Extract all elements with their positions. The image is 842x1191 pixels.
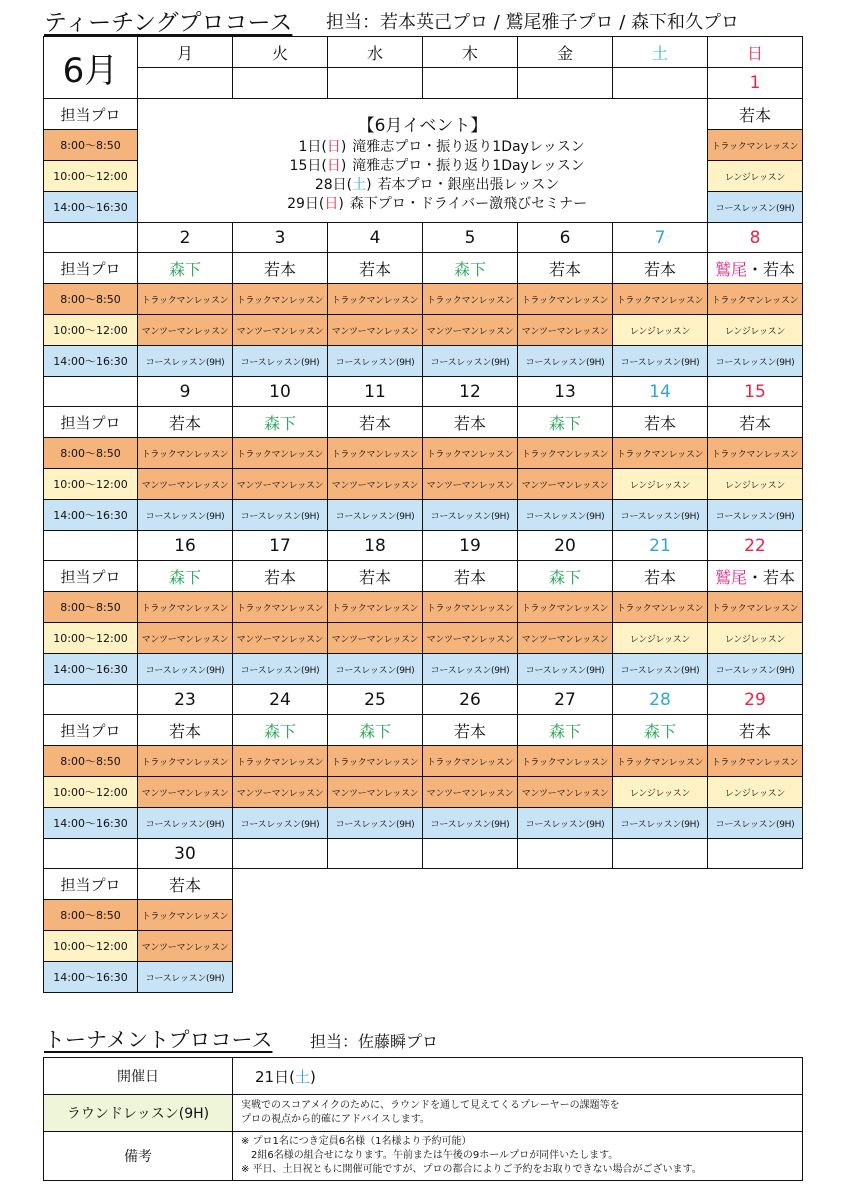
lesson-cell: トラックマンレッスン <box>423 284 518 315</box>
day-cell <box>423 68 518 99</box>
lesson-cell: レンジレッスン <box>613 469 708 500</box>
pro-cell: 若本 <box>708 407 803 438</box>
lesson-cell: トラックマンレッスン <box>233 438 328 469</box>
slot1-label: 8:00～8:50 <box>44 284 138 315</box>
lesson-cell: トラックマンレッスン <box>328 746 423 777</box>
day-number-row <box>44 68 803 99</box>
pro-cell: 森下 <box>518 561 613 592</box>
weekday-thu: 木 <box>423 37 518 68</box>
pro-cell: 森下 <box>233 407 328 438</box>
slot2-label: 10:00～12:00 <box>44 161 138 192</box>
lesson-cell: マンツーマンレッスン <box>423 777 518 808</box>
lesson-cell: コースレッスン(9H) <box>138 808 233 839</box>
slot3-label: 14:00～16:30 <box>44 808 138 839</box>
pro-cell: 若本 <box>613 407 708 438</box>
day-number-row <box>44 839 803 869</box>
lesson-cell: コースレッスン(9H) <box>708 808 803 839</box>
day-number: 28 <box>613 685 708 715</box>
day-number: 22 <box>708 531 803 561</box>
lesson-cell: トラックマンレッスン <box>138 284 233 315</box>
day-number: 9 <box>138 377 233 407</box>
slot1-row <box>44 746 803 777</box>
weekday-mon: 月 <box>138 37 233 68</box>
tournament-table <box>43 1057 803 1181</box>
day-number-row <box>44 377 803 407</box>
slot1-label: 8:00～8:50 <box>44 746 138 777</box>
weekday-header-row <box>44 37 803 68</box>
weekday-sun: 日 <box>708 37 803 68</box>
lesson-description: 実戦でのスコアメイクのために、ラウンドを通して見えてくるプレーヤーの課題等を プロの視点から的確にアドバイスします。 <box>233 1095 803 1132</box>
lesson-cell: マンツーマンレッスン <box>423 623 518 654</box>
day-number: 26 <box>423 685 518 715</box>
lesson-cell: マンツーマンレッスン <box>518 777 613 808</box>
pro-cell: 鷲尾・若本 <box>708 561 803 592</box>
slot1-label: 8:00～8:50 <box>44 130 138 161</box>
pro-cell: 若本 <box>708 99 803 130</box>
weekday-wed: 水 <box>328 37 423 68</box>
lesson-cell: コースレッスン(9H) <box>518 808 613 839</box>
lesson-cell: トラックマンレッスン <box>423 746 518 777</box>
lesson-cell: トラックマンレッスン <box>138 438 233 469</box>
lesson-cell: コースレッスン(9H) <box>613 808 708 839</box>
day-number: 1 <box>708 68 803 99</box>
day-number: 23 <box>138 685 233 715</box>
day-number: 16 <box>138 531 233 561</box>
lesson-cell: トラックマンレッスン <box>708 438 803 469</box>
lesson-cell: マンツーマンレッスン <box>138 931 233 962</box>
lesson-cell: レンジレッスン <box>613 315 708 346</box>
lesson-cell: トラックマンレッスン <box>233 592 328 623</box>
row-spacer <box>44 223 138 253</box>
slot2-label: 10:00～12:00 <box>44 931 138 962</box>
day-number: 8 <box>708 223 803 253</box>
lesson-cell: トラックマンレッスン <box>233 284 328 315</box>
slot2-label: 10:00～12:00 <box>44 777 138 808</box>
day-cell <box>423 839 518 869</box>
lesson-cell: レンジレッスン <box>708 777 803 808</box>
day-number: 15 <box>708 377 803 407</box>
lesson-cell: コースレッスン(9H) <box>233 500 328 531</box>
lesson-cell: コースレッスン(9H) <box>708 192 803 223</box>
pro-cell: 若本 <box>423 715 518 746</box>
lesson-cell: レンジレッスン <box>708 161 803 192</box>
day-cell <box>518 839 613 869</box>
lesson-cell: トラックマンレッスン <box>138 746 233 777</box>
lesson-cell: コースレッスン(9H) <box>233 346 328 377</box>
day-number-row <box>44 685 803 715</box>
day-number: 2 <box>138 223 233 253</box>
date-label: 開催日 <box>44 1058 233 1095</box>
lesson-cell: コースレッスン(9H) <box>138 346 233 377</box>
lesson-cell: トラックマンレッスン <box>708 746 803 777</box>
empty-area <box>233 869 803 993</box>
slot1-label: 8:00～8:50 <box>44 592 138 623</box>
lesson-cell: コースレッスン(9H) <box>138 500 233 531</box>
pro-row <box>44 561 803 592</box>
lesson-calendar <box>43 36 803 993</box>
page-title: ティーチングプロコース <box>44 10 293 36</box>
lesson-cell: トラックマンレッスン <box>518 284 613 315</box>
lesson-cell: コースレッスン(9H) <box>423 346 518 377</box>
day-number: 30 <box>138 839 233 869</box>
lesson-cell: マンツーマンレッスン <box>138 315 233 346</box>
tournament-date-row <box>44 1058 803 1095</box>
pro-cell: 若本 <box>233 253 328 284</box>
notes-text: ※ プロ1名につき定員6名様（1名様より予約可能） 2組6名様の組合せになります。午前または午後の9ホールプロが同伴いたします。 ※ 平日、土日祝ともに開催可能ですが、プロの都合によりご予約をお取りできない場合がございます。 <box>233 1132 803 1181</box>
lesson-cell: マンツーマンレッスン <box>518 315 613 346</box>
lesson-cell: トラックマンレッスン <box>423 438 518 469</box>
pro-cell: 若本 <box>518 253 613 284</box>
slot2-row <box>44 469 803 500</box>
day-cell <box>613 839 708 869</box>
events-title: 【6月イベント】 <box>357 116 488 136</box>
lesson-cell: コースレッスン(9H) <box>233 808 328 839</box>
weekday-fri: 金 <box>518 37 613 68</box>
pro-cell: 若本 <box>138 407 233 438</box>
lesson-cell: コースレッスン(9H) <box>708 654 803 685</box>
day-number: 10 <box>233 377 328 407</box>
lesson-cell: トラックマンレッスン <box>328 284 423 315</box>
lesson-cell: トラックマンレッスン <box>138 900 233 931</box>
pro-label: 担当プロ <box>44 869 138 900</box>
tournament-title: トーナメントプロコース <box>44 1028 273 1052</box>
lesson-cell: トラックマンレッスン <box>708 592 803 623</box>
pro-label: 担当プロ <box>44 99 138 130</box>
lesson-cell: コースレッスン(9H) <box>328 346 423 377</box>
lesson-cell: トラックマンレッスン <box>613 746 708 777</box>
pro-cell: 若本 <box>423 561 518 592</box>
pro-label: 担当プロ <box>44 561 138 592</box>
lesson-cell: マンツーマンレッスン <box>518 469 613 500</box>
lesson-cell: マンツーマンレッスン <box>328 315 423 346</box>
day-number: 25 <box>328 685 423 715</box>
day-number: 24 <box>233 685 328 715</box>
lesson-cell: トラックマンレッスン <box>233 746 328 777</box>
slot3-label: 14:00～16:30 <box>44 346 138 377</box>
lesson-cell: マンツーマンレッスン <box>233 777 328 808</box>
pro-cell: 若本 <box>708 715 803 746</box>
slot3-label: 14:00～16:30 <box>44 192 138 223</box>
lesson-cell: コースレッスン(9H) <box>328 808 423 839</box>
slot2-label: 10:00～12:00 <box>44 469 138 500</box>
lesson-cell: マンツーマンレッスン <box>138 469 233 500</box>
lesson-cell: レンジレッスン <box>613 623 708 654</box>
lesson-label: ラウンドレッスン(9H) <box>44 1095 233 1132</box>
pro-cell: 若本 <box>138 715 233 746</box>
row-spacer <box>44 839 138 869</box>
lesson-cell: マンツーマンレッスン <box>138 777 233 808</box>
pro-cell: 若本 <box>613 561 708 592</box>
slot3-label: 14:00～16:30 <box>44 654 138 685</box>
notes-label: 備考 <box>44 1132 233 1181</box>
lesson-cell: コースレッスン(9H) <box>423 808 518 839</box>
lesson-cell: マンツーマンレッスン <box>233 623 328 654</box>
lesson-cell: マンツーマンレッスン <box>518 623 613 654</box>
pro-cell: 森下 <box>328 715 423 746</box>
lesson-cell: コースレッスン(9H) <box>423 500 518 531</box>
day-number: 11 <box>328 377 423 407</box>
pro-label: 担当プロ <box>44 253 138 284</box>
lesson-cell: コースレッスン(9H) <box>708 500 803 531</box>
slot3-row <box>44 654 803 685</box>
slot1-row <box>44 592 803 623</box>
page-header <box>44 4 804 36</box>
lesson-cell: マンツーマンレッスン <box>423 315 518 346</box>
day-cell <box>233 68 328 99</box>
day-cell <box>518 68 613 99</box>
pro-cell: 若本 <box>233 561 328 592</box>
row-spacer <box>44 377 138 407</box>
day-number: 6 <box>518 223 613 253</box>
events-box <box>138 99 708 223</box>
lesson-cell: トラックマンレッスン <box>613 284 708 315</box>
day-number: 27 <box>518 685 613 715</box>
slot2-row <box>44 315 803 346</box>
event-item: 1日(日) 滝雅志プロ・振り返り1Dayレッスン <box>298 139 585 155</box>
slot3-label: 14:00～16:30 <box>44 500 138 531</box>
weekday-sat: 土 <box>613 37 708 68</box>
tournament-notes-row <box>44 1132 803 1181</box>
day-number: 12 <box>423 377 518 407</box>
event-item: 29日(日) 森下プロ・ドライバー激飛びセミナー <box>287 196 588 212</box>
slot3-row <box>44 500 803 531</box>
pro-row <box>44 715 803 746</box>
lesson-cell: マンツーマンレッスン <box>233 469 328 500</box>
weekday-tue: 火 <box>233 37 328 68</box>
pro-label: 担当プロ <box>44 407 138 438</box>
day-cell <box>613 68 708 99</box>
day-number: 4 <box>328 223 423 253</box>
pro-cell: 森下 <box>613 715 708 746</box>
lesson-cell: トラックマンレッスン <box>708 130 803 161</box>
date-value: 21日(土) <box>233 1058 803 1095</box>
tournament-header <box>44 1024 804 1054</box>
slot3-label: 14:00～16:30 <box>44 962 138 993</box>
month-label: 6月 <box>44 37 138 99</box>
day-number: 19 <box>423 531 518 561</box>
day-cell <box>138 68 233 99</box>
lesson-cell: トラックマンレッスン <box>708 284 803 315</box>
slot2-label: 10:00～12:00 <box>44 623 138 654</box>
lesson-cell: コースレッスン(9H) <box>518 500 613 531</box>
day-cell <box>233 839 328 869</box>
pro-row <box>44 407 803 438</box>
lesson-cell: レンジレッスン <box>613 777 708 808</box>
day-number: 17 <box>233 531 328 561</box>
lesson-cell: トラックマンレッスン <box>138 592 233 623</box>
pro-cell: 若本 <box>423 407 518 438</box>
lesson-cell: レンジレッスン <box>708 315 803 346</box>
lesson-cell: トラックマンレッスン <box>423 592 518 623</box>
lesson-cell: レンジレッスン <box>708 623 803 654</box>
lesson-cell: コースレッスン(9H) <box>138 962 233 993</box>
pro-cell: 若本 <box>138 869 233 900</box>
row-spacer <box>44 531 138 561</box>
instructors-text: 担当：若本英己プロ / 鷲尾雅子プロ / 森下和久プロ <box>326 12 740 33</box>
pro-cell: 鷲尾・若本 <box>708 253 803 284</box>
lesson-cell: コースレッスン(9H) <box>328 654 423 685</box>
lesson-cell: マンツーマンレッスン <box>328 777 423 808</box>
slot1-row <box>44 438 803 469</box>
lesson-cell: トラックマンレッスン <box>613 438 708 469</box>
lesson-cell: マンツーマンレッスン <box>328 469 423 500</box>
slot2-row <box>44 623 803 654</box>
day-number: 29 <box>708 685 803 715</box>
slot3-row <box>44 346 803 377</box>
tournament-staff: 担当：佐藤瞬プロ <box>310 1032 439 1051</box>
pro-cell: 若本 <box>613 253 708 284</box>
slot1-label: 8:00～8:50 <box>44 900 138 931</box>
day-number: 20 <box>518 531 613 561</box>
lesson-cell: トラックマンレッスン <box>518 438 613 469</box>
tournament-lesson-row <box>44 1095 803 1132</box>
lesson-cell: トラックマンレッスン <box>328 592 423 623</box>
day-cell <box>708 839 803 869</box>
pro-cell: 森下 <box>138 561 233 592</box>
day-number: 7 <box>613 223 708 253</box>
pro-cell: 森下 <box>423 253 518 284</box>
day-cell <box>328 839 423 869</box>
slot3-row <box>44 808 803 839</box>
day-number: 14 <box>613 377 708 407</box>
lesson-cell: マンツーマンレッスン <box>328 623 423 654</box>
lesson-cell: コースレッスン(9H) <box>613 346 708 377</box>
day-cell <box>328 68 423 99</box>
day-number: 5 <box>423 223 518 253</box>
pro-cell: 若本 <box>328 407 423 438</box>
lesson-cell: トラックマンレッスン <box>613 592 708 623</box>
lesson-cell: コースレッスン(9H) <box>613 654 708 685</box>
event-item: 15日(日) 滝雅志プロ・振り返り1Dayレッスン <box>289 158 585 174</box>
lesson-cell: トラックマンレッスン <box>518 746 613 777</box>
lesson-cell: レンジレッスン <box>708 469 803 500</box>
slot2-row <box>44 777 803 808</box>
lesson-cell: マンツーマンレッスン <box>233 315 328 346</box>
pro-cell: 若本 <box>328 253 423 284</box>
pro-label: 担当プロ <box>44 715 138 746</box>
lesson-cell: トラックマンレッスン <box>518 592 613 623</box>
lesson-cell: コースレッスン(9H) <box>518 346 613 377</box>
pro-cell: 森下 <box>233 715 328 746</box>
lesson-cell: コースレッスン(9H) <box>233 654 328 685</box>
day-number: 21 <box>613 531 708 561</box>
day-number-row <box>44 531 803 561</box>
lesson-cell: マンツーマンレッスン <box>423 469 518 500</box>
lesson-cell: マンツーマンレッスン <box>138 623 233 654</box>
pro-row <box>44 253 803 284</box>
day-number: 3 <box>233 223 328 253</box>
pro-cell: 森下 <box>518 715 613 746</box>
pro-row <box>44 99 803 130</box>
pro-cell: 若本 <box>328 561 423 592</box>
lesson-cell: コースレッスン(9H) <box>328 500 423 531</box>
lesson-cell: コースレッスン(9H) <box>423 654 518 685</box>
event-item: 28日(土) 若本プロ・銀座出張レッスン <box>314 177 560 193</box>
slot1-label: 8:00～8:50 <box>44 438 138 469</box>
row-spacer <box>44 685 138 715</box>
lesson-cell: コースレッスン(9H) <box>708 346 803 377</box>
pro-cell: 森下 <box>138 253 233 284</box>
lesson-cell: コースレッスン(9H) <box>613 500 708 531</box>
slot2-label: 10:00～12:00 <box>44 315 138 346</box>
slot1-row <box>44 284 803 315</box>
pro-cell: 森下 <box>518 407 613 438</box>
day-number-row <box>44 223 803 253</box>
pro-row <box>44 869 803 900</box>
lesson-cell: コースレッスン(9H) <box>138 654 233 685</box>
day-number: 18 <box>328 531 423 561</box>
day-number: 13 <box>518 377 613 407</box>
lesson-cell: コースレッスン(9H) <box>518 654 613 685</box>
lesson-cell: トラックマンレッスン <box>328 438 423 469</box>
